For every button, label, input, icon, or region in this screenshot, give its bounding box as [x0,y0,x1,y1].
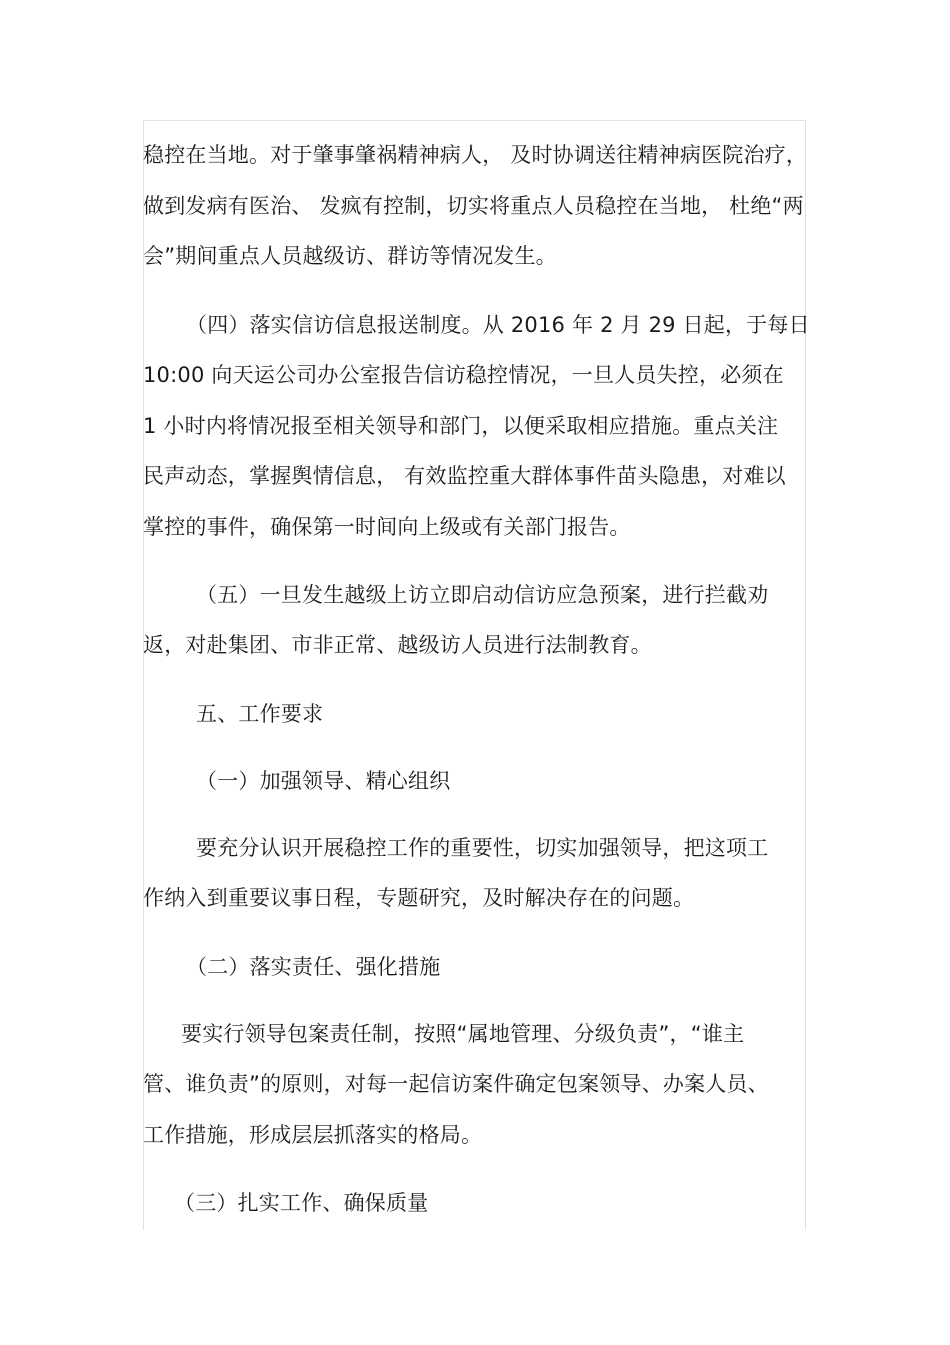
subsection-heading: （二）落实责任、强化措施 [186,955,441,979]
page-frame [143,120,806,1230]
text-line: 稳控在当地。对于肇事肇祸精神病人， 及时协调送往精神病医院治疗， [143,143,808,167]
subsection-heading: （一）加强领导、精心组织 [196,769,451,793]
text-line: 返，对赴集团、市非正常、越级访人员进行法制教育。 [143,633,652,657]
text-line: 作纳入到重要议事日程，专题研究，及时解决存在的问题。 [143,886,695,910]
text-line: （五）一旦发生越级上访立即启动信访应急预案，进行拦截劝 [196,583,769,607]
text-line: 10:00 向天运公司办公室报告信访稳控情况，一旦人员失控，必须在 [143,363,784,387]
text-line: 会”期间重点人员越级访、群访等情况发生。 [143,244,557,268]
text-line: 工作措施，形成层层抓落实的格局。 [143,1123,483,1147]
text-line: 民声动态，掌握舆情信息， 有效监控重大群体事件苗头隐患，对难以 [143,464,786,488]
text-line: 要实行领导包案责任制，按照“属地管理、分级负责”，“谁主 [181,1022,745,1046]
text-line: 要充分认识开展稳控工作的重要性，切实加强领导，把这项工 [196,836,769,860]
text-line: 1 小时内将情况报至相关领导和部门，以便采取相应措施。重点关注 [143,414,779,438]
text-line: 做到发病有医治、 发疯有控制，切实将重点人员稳控在当地， 杜绝“两 [143,194,804,218]
section-heading: 五、工作要求 [196,702,324,726]
subsection-heading: （三）扎实工作、确保质量 [174,1191,429,1215]
text-line: （四）落实信访信息报送制度。从 2016 年 2 月 29 日起，于每日 [186,313,810,337]
text-line: 掌控的事件，确保第一时间向上级或有关部门报告。 [143,515,631,539]
text-line: 管、谁负责”的原则，对每一起信访案件确定包案领导、办案人员、 [143,1072,769,1096]
